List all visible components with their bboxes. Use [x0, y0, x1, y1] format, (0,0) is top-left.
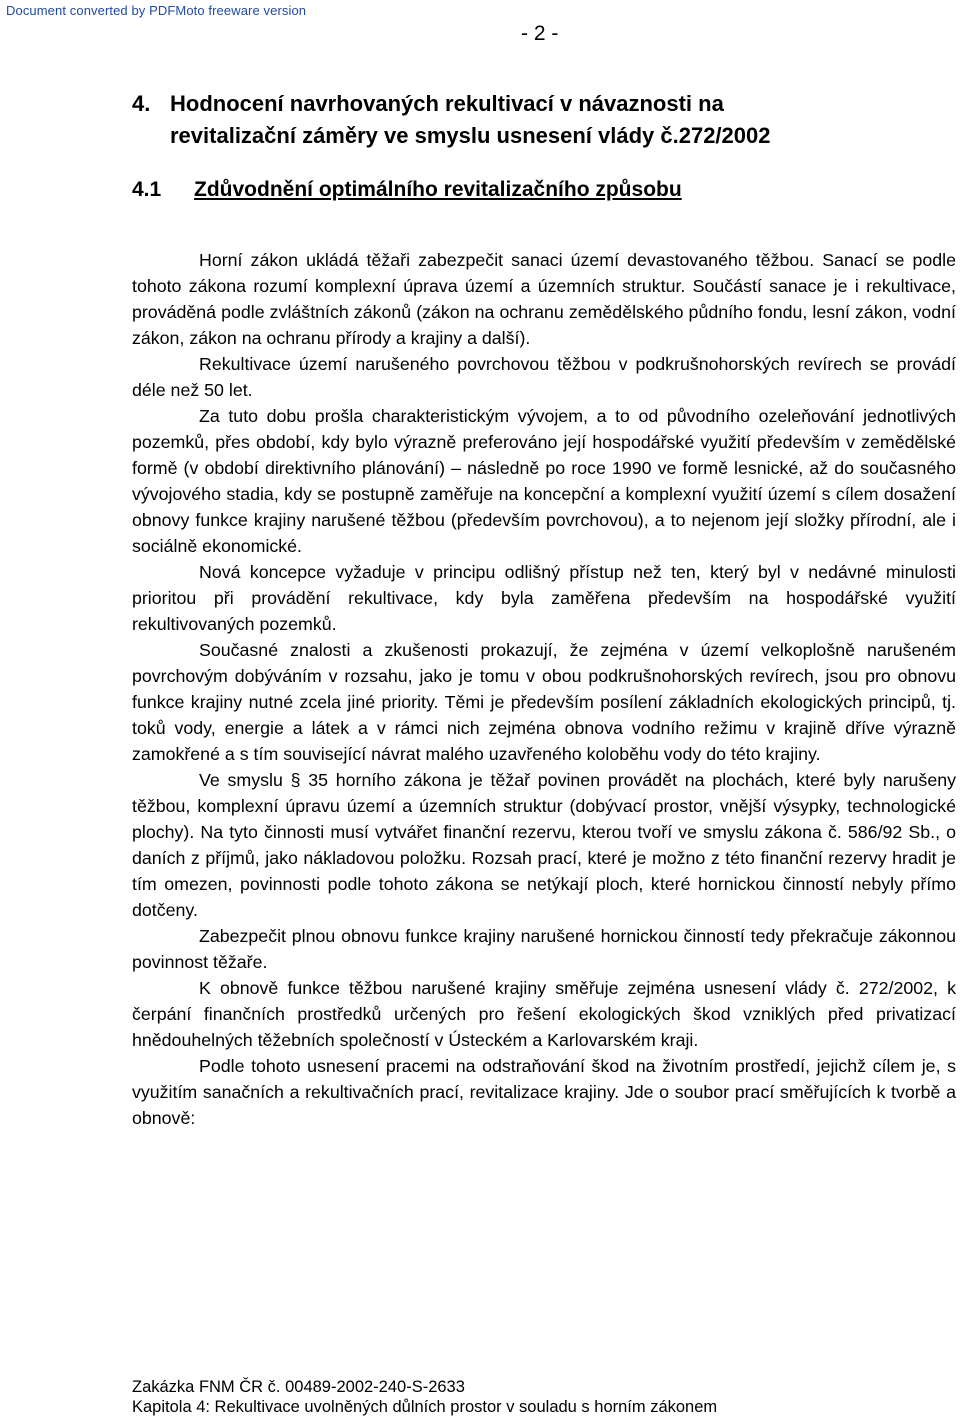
paragraph: Za tuto dobu prošla charakteristickým vývojem, a to od původního ozeleňování jednotlivých pozemků, přes období, kdy bylo výrazně preferováno její hospodářské využití především v zemědělské formě (v období direktivního plánování) – následně po roce 1990 ve formě lesnické, až do současného vývojového stadia, kdy se postupně zaměřuje na koncepční a komplexní využití území s cílem dosažení obnovy funkce krajiny narušené těžbou (především povrchovou), a to nejenom její složky přírodní, ale i sociálně ekonomické.	[132, 406, 956, 556]
section-heading	[132, 88, 932, 152]
paragraph: Podle tohoto usnesení pracemi na odstraňování škod na životním prostředí, jejichž cílem je, s využitím sanačních a rekultivačních prací, revitalizace krajiny. Jde o soubor prací směřujících k tvorbě a obnově:	[132, 1056, 956, 1128]
section-number: 4.	[132, 91, 151, 116]
paragraph: Zabezpečit plnou obnovu funkce krajiny narušené hornickou činností tedy překračuje zákonnou povinnost těžaře.	[132, 926, 956, 972]
footer-chapter-title: Kapitola 4: Rekultivace uvolněných důlních prostor v souladu s horním zákonem	[132, 1398, 718, 1416]
page-number: - 2 -	[521, 22, 559, 45]
converter-watermark: Document converted by PDFMoto freeware version	[6, 3, 307, 18]
paragraph: Ve smyslu § 35 horního zákona je těžař povinen provádět na plochách, které byly narušeny těžbou, komplexní úpravu území a územních struktur (dobývací prostor, vnější výsypky, technologické plochy). Na tyto činnosti musí vytvářet finanční rezervu, kterou tvoří ve smyslu zákona č. 586/92 Sb., o daních z příjmů, jako nákladovou položku. Rozsah prací, které je možno z této finanční rezervy hradit je tím omezen, povinnosti podle tohoto zákona se netýkají ploch, které hornickou činností nebyly přímo dotčeny.	[132, 770, 956, 920]
subsection-title: Zdůvodnění optimálního revitalizačního způsobu	[194, 178, 682, 201]
subsection-heading	[132, 178, 682, 202]
subsection-number: 4.1	[132, 178, 162, 201]
paragraph: Současné znalosti a zkušenosti prokazují, že zejména v území velkoplošně narušeném povrchovým dobýváním v rozsahu, jako je tomu v obou podkrušnohorských revírech, jsou pro obnovu funkce krajiny nutné zcela jiné priority. Těmi je především posílení základních ekologických principů, tj. toků vody, energie a látek a v rámci nich zejména obnova vodního režimu v krajině dříve výrazně zamokřené a s tím související návrat malého uzavřeného koloběhu vody do této krajiny.	[132, 640, 956, 764]
paragraph: Nová koncepce vyžaduje v principu odlišný přístup než ten, který byl v nedávné minulosti prioritou při provádění rekultivace, kdy byla zaměřena především na hospodářské využití rekultivovaných pozemků.	[132, 562, 956, 634]
paragraph: Rekultivace území narušeného povrchovou těžbou v podkrušnohorských revírech se provádí déle než 50 let.	[132, 354, 956, 400]
paragraph: K obnově funkce těžbou narušené krajiny směřuje zejména usnesení vlády č. 272/2002, k čerpání finančních prostředků určených pro řešení ekologických škod vzniklých před privatizací hnědouhelných těžebních společností v Ústeckém a Karlovarském kraji.	[132, 978, 956, 1050]
section-title-line-1: Hodnocení navrhovaných rekultivací v návaznosti na	[170, 91, 724, 116]
body-text	[132, 247, 956, 1131]
paragraph: Horní zákon ukládá těžaři zabezpečit sanaci území devastovaného těžbou. Sanací se podle tohoto zákona rozumí komplexní úprava území a územních struktur. Součástí sanace je i rekultivace, prováděná podle zvláštních zákonů (zákon na ochranu zemědělského půdního fondu, lesní zákon, vodní zákon, zákon na ochranu přírody a krajiny a další).	[132, 250, 956, 348]
section-title-line-2: revitalizační záměry ve smyslu usnesení vlády č.272/2002	[170, 123, 771, 148]
section-heading-line-2	[132, 120, 932, 152]
section-heading-line-1	[132, 88, 932, 120]
footer-contract-number: Zakázka FNM ČR č. 00489-2002-240-S-2633	[132, 1378, 465, 1396]
